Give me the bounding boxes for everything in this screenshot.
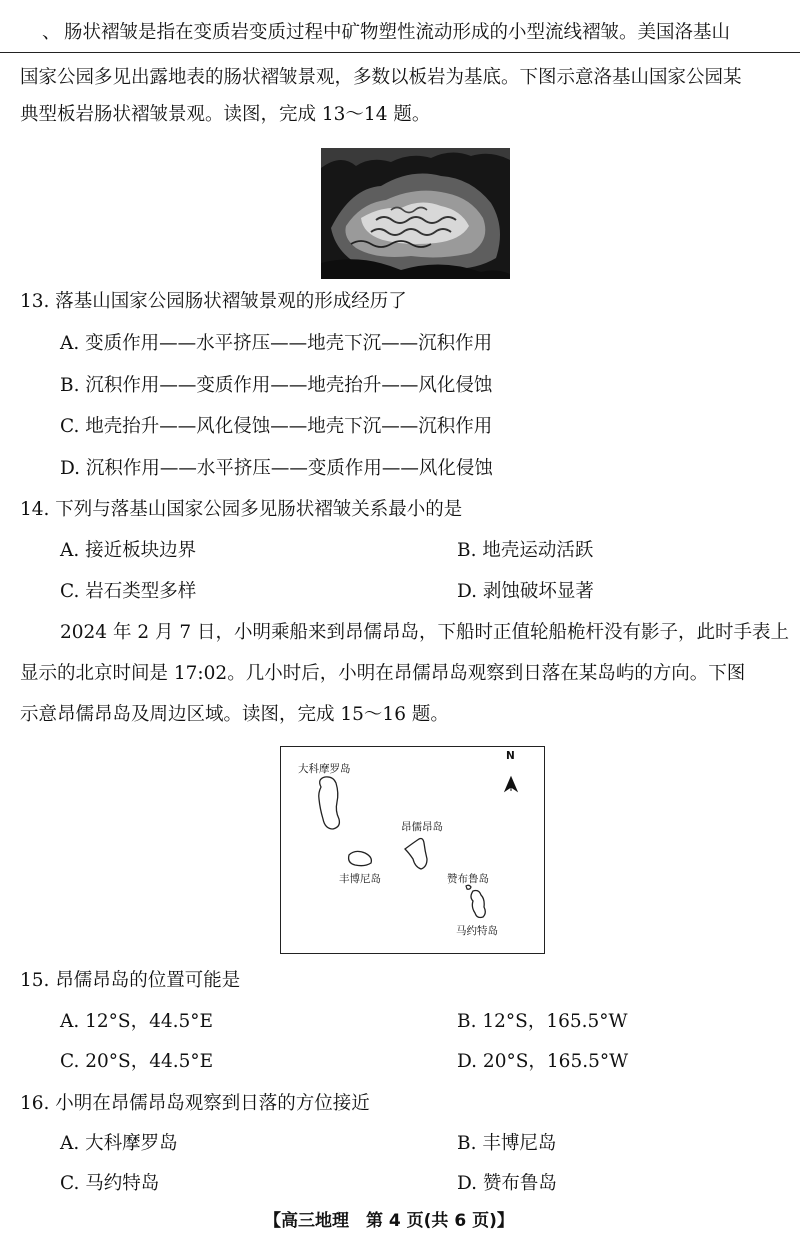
north-label: N [506,750,515,762]
q14-stem: 14. 下列与落基山国家公园多见肠状褶皱关系最小的是 [20,499,463,520]
q16-option-d: D. 赞布鲁岛 [457,1173,557,1194]
q13-option-b: B. 沉积作用——变质作用——地壳抬升——风化侵蚀 [60,375,493,396]
island-grande-comore [319,777,340,829]
q15-option-c: C. 20°S，44.5°E [60,1051,214,1072]
island-moheli [349,851,372,865]
q15-option-b: B. 12°S，165.5°W [457,1011,628,1032]
island-mayotte [471,891,485,918]
q13-option-c: C. 地壳抬升——风化侵蚀——地壳下沉——沉积作用 [60,416,493,437]
intro2-line1: 2024 年 2 月 7 日，小明乘船来到昂儒昂岛，下船时正值轮船桅杆没有影子，此时手表上 [60,622,790,643]
q15-stem: 15. 昂儒昂岛的位置可能是 [20,970,241,991]
label-zambu: 赞布鲁岛 [447,873,489,885]
q14-option-b: B. 地壳运动活跃 [457,540,594,561]
island-anjouan [405,839,427,870]
q14-option-c: C. 岩石类型多样 [60,581,197,602]
q15-option-d: D. 20°S，165.5°W [457,1051,629,1072]
q14-option-d: D. 剥蚀破坏显著 [457,581,594,602]
page-footer: 【高三地理 第 4 页(共 6 页)】 [264,1211,514,1231]
q15-option-a: A. 12°S，44.5°E [60,1011,214,1032]
label-grande-comore: 大科摩罗岛 [298,763,351,775]
intro1-line3: 典型板岩肠状褶皱景观。读图，完成 13～14 题。 [20,104,431,125]
q16-stem: 16. 小明在昂儒昂岛观察到日落的方位接近 [20,1093,370,1114]
top-rule [0,52,800,53]
comoros-map [280,746,545,954]
q13-stem: 13. 落基山国家公园肠状褶皱景观的形成经历了 [20,291,407,312]
q13-option-a: A. 变质作用——水平挤压——地壳下沉——沉积作用 [60,333,493,354]
q16-option-c: C. 马约特岛 [60,1173,160,1194]
fold-landscape-photo [321,148,510,279]
intro1-line2: 国家公园多见出露地表的肠状褶皱景观，多数以板岩为基底。下图示意洛基山国家公园某 [20,67,742,88]
label-mayotte: 马约特岛 [456,925,498,937]
q16-option-b: B. 丰博尼岛 [457,1133,557,1154]
bullet-mark: 、 [42,22,61,43]
q13-option-d: D. 沉积作用——水平挤压——变质作用——风化侵蚀 [60,458,493,479]
label-anjouan: 昂儒昂岛 [401,821,443,833]
q14-option-a: A. 接近板块边界 [60,540,197,561]
label-moheli: 丰博尼岛 [339,873,381,885]
intro2-line2: 显示的北京时间是 17:02。几小时后，小明在昂儒昂岛观察到日落在某岛屿的方向。下图 [20,663,746,684]
intro2-line3: 示意昂儒昂岛及周边区域。读图，完成 15～16 题。 [20,704,449,725]
intro1-line1: 肠状褶皱是指在变质岩变质过程中矿物塑性流动形成的小型流线褶皱。美国洛基山 [64,22,731,43]
q16-option-a: A. 大科摩罗岛 [60,1133,178,1154]
